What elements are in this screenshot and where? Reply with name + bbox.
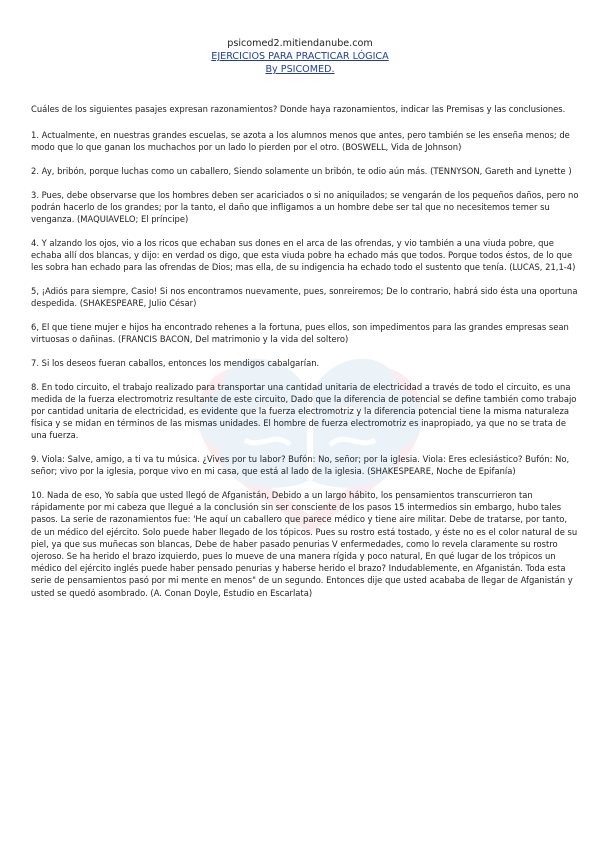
- exercise-paragraph: 9. Viola: Salve, amigo, a ti va tu música. ¿Vives por tu labor? Bufón: No, señor; por la iglesia. Viola: Eres eclesiástico? Bufón: No, señor; vivo por la iglesia, porque vivo en mi casa, que está al lado de la iglesia. (SHAKESPEARE, Noche de Epifanía): [31, 454, 570, 477]
- document-byline: By PSICOMED.: [265, 64, 335, 75]
- exercise-paragraph: 6, El que tiene mujer e hijos ha encontrado rehenes a la fortuna, pues ellos, son impedimentos para las grandes empresas sean virtuosas o dañinas. (FRANCIS BACON, Del matrimonio y la vida del soltero): [31, 321, 569, 345]
- document-body: [31, 103, 579, 610]
- exercise-paragraph: 10. Nada de eso, Yo sabía que usted llegó de Afganistán, Debido a un largo hábito, los pensamientos transcurrieron tan rápidamente por mi cabeza que llegué a la conclusión sin ser consciente de los pasos 15 intermedios sin embargo, hubo tales pasos. La serie de razonamientos fue: 'He aquí un caballero que parece médico y tiene aire militar. Debe de tratarse, por tanto, de un médico del ejército. Solo puede haber llegado de los tópicos. Pues su rostro está tostado, y éste no es el color natural de su piel, ya que sus muñecas son blancas, Debe de haber pasado penurias V enfermedades, como lo revela claramente su rostro ojeroso. Se ha herido el brazo izquierdo, pues lo mueve de una manera rígida y poco natural, En qué lugar de los trópicos un médico del ejército inglés puede haber pensado penurias y haberse herido el brazo? Indudablemente, en Afganistán. Toda esta serie de pensamientos pasó por mi mente en menos" de un segundo. Entonces dije que usted acababa de llegar de Afganistán y usted se quedó asombrado. (A. Conan Doyle, Estudio en Escarlata): [31, 489, 578, 598]
- document-title: EJERCICIOS PARA PRACTICAR LÓGICA: [211, 51, 389, 62]
- exercise-paragraph: 1. Actualmente, en nuestras grandes escuelas, se azota a los alumnos menos que antes, pero también se les enseña menos; de modo que lo que ganan los muchachos por un lado lo pierden por el otro. (BOSWELL, Vida de Johnson): [31, 130, 570, 153]
- exercise-paragraph: 5, ¡Adiós para siempre, Casio! Si nos encontramos nuevamente, pues, sonreiremos; De lo contrario, habrá sido ésta una oportuna despedida. (SHAKESPEARE, Julio César): [31, 286, 578, 309]
- exercise-paragraph: 4. Y alzando los ojos, vio a los ricos que echaban sus dones en el arca de las ofrendas, y vio también a una viuda pobre, que echaba allí dos blancas, y dijo: en verdad os digo, que esta viuda pobre ha echado más que todos. Porque todos éstos, de lo que les sobra han echado para las ofrendas de Dios; mas ella, de su indigencia ha echado todo el sustento que tenía. (LUCAS, 21,1-4): [31, 237, 576, 273]
- exercise-paragraph: 8. En todo circuito, el trabajo realizado para transportar una cantidad unitaria de electricidad a través de todo el circuito, es una medida de la fuerza electromotriz resultante de este circuito, Dado que la diferencia de potencial se define también como trabajo por cantidad unitaria de electricidad, es evidente que la fuerza electromotriz y la diferencia potencial tiene la misma naturaleza física y se midan en términos de las mismas unidades. El hombre de fuerza electromotriz es inapropiado, ya que no se trata de una fuerza.: [31, 381, 577, 441]
- exercise-paragraph: 3. Pues, debe observarse que los hombres deben ser acariciados o si no aniquilados; se vengarán de los pequeños daños, pero no podrán hacerlo de los grandes; por la tanto, el daño que infligamos a un hombre debe ser tal que no necesitemos temer su venganza. (MAQUIAVELO; El príncipe): [31, 189, 579, 225]
- document-header: [0, 37, 600, 76]
- intro-paragraph: Cuáles de los siguientes pasajes expresan razonamientos? Donde haya razonamientos, indicar las Premisas y las conclusiones.: [31, 104, 566, 114]
- site-url: psicomed2.mitiendanube.com: [227, 38, 373, 49]
- exercise-paragraph: 7. Si los deseos fueran caballos, entonces los mendigos cabalgarían.: [31, 357, 320, 368]
- exercise-paragraph: 2. Ay, bribón, porque luchas como un caballero, Siendo solamente un bribón, te odio aún más. (TENNYSON, Gareth and Lynette ): [31, 166, 572, 177]
